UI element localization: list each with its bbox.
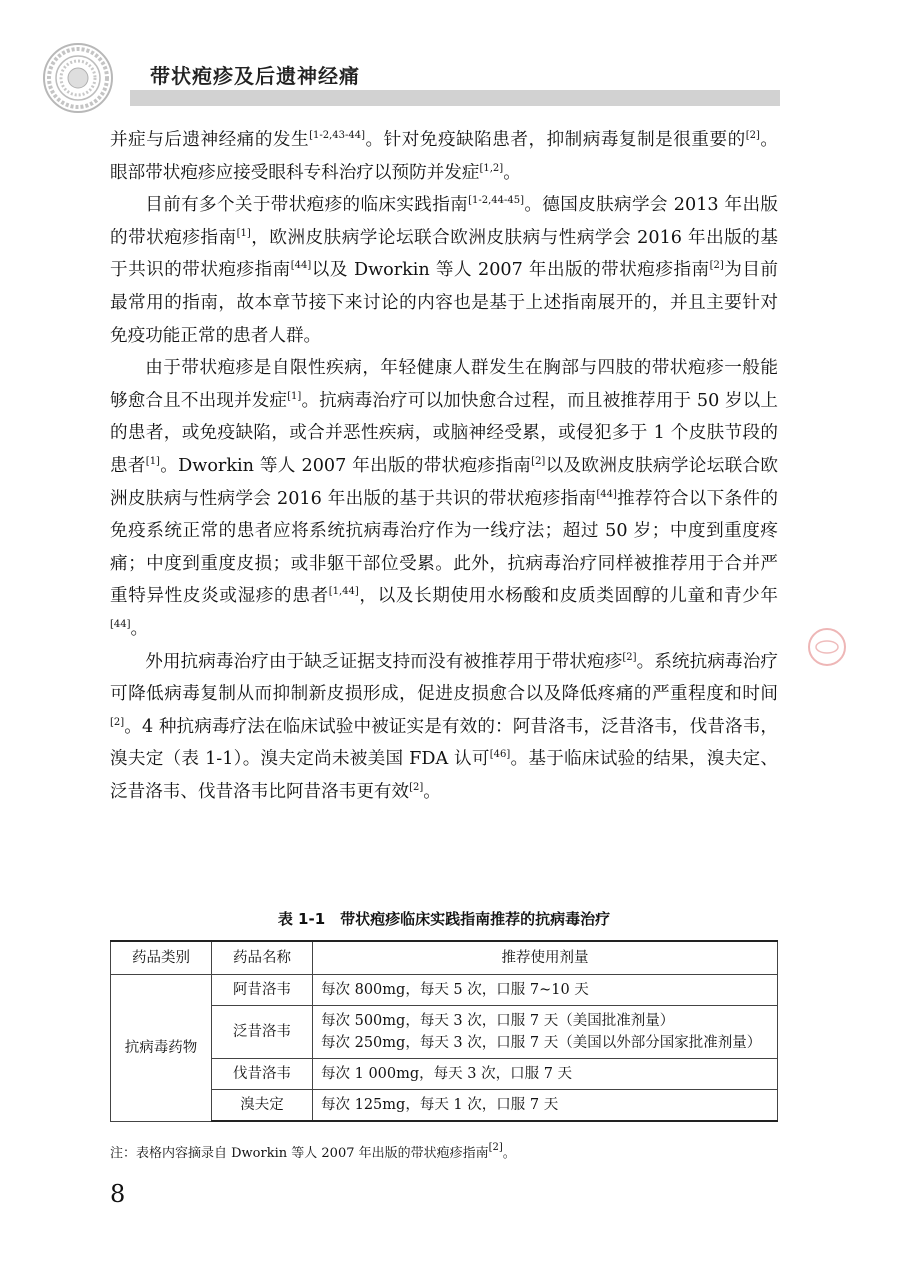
dose-cell — [313, 1006, 778, 1059]
paragraph-text: ，欧洲皮肤病学论坛联合欧洲皮肤病与性病学会 2016 年出版的基于共识的带状疱疹指南 — [110, 227, 778, 281]
citation-ref: [1-2,44-45] — [468, 195, 525, 207]
body-text — [110, 124, 778, 808]
dose-cell — [313, 975, 778, 1006]
category-cell: 抗病毒药物 — [111, 975, 212, 1122]
table-note-ref: [2] — [488, 1142, 503, 1153]
paragraph-text: 。系统抗病毒治疗可降低病毒复制从而抑制新皮损形成，促进皮损愈合以及降低疼痛的严重程度和时间 — [110, 651, 778, 705]
citation-ref: [1,44] — [328, 586, 359, 598]
header-dose: 推荐使用剂量 — [313, 941, 778, 975]
page-number: 8 — [110, 1180, 126, 1208]
paragraph-text: 外用抗病毒治疗由于缺乏证据支持而没有被推荐用于带状疱疹 — [145, 651, 623, 672]
paragraph-text: 推荐符合以下条件的免疫系统正常的患者应将系统抗病毒治疗作为一线疗法；超过 50 岁；中度到重度疼痛；中度到重度皮损；或非躯干部位受累。此外，抗病毒治疗同样被推荐用于合并严重特异性皮炎或湿疹的患者 — [110, 488, 778, 607]
citation-ref: [1] — [236, 227, 251, 239]
paragraph-text: 。 — [130, 618, 149, 639]
header-drug: 药品名称 — [212, 941, 313, 975]
paragraph-text: 并症与后遗神经痛的发生 — [110, 130, 310, 150]
drug-table — [110, 940, 778, 1122]
table-note-end: 。 — [502, 1146, 516, 1161]
citation-ref: [1-2,43-44] — [309, 130, 366, 141]
table-row — [111, 1090, 778, 1122]
table-header-row — [111, 941, 778, 975]
paragraph-text: 。基于临床试验的结果，溴夫定、泛昔洛韦、伐昔洛韦比阿昔洛韦更有效 — [110, 749, 778, 802]
paragraph-text: 。德国皮肤病学会 2013 年出版的带状疱疹指南 — [110, 195, 778, 248]
paragraph — [110, 646, 778, 809]
citation-ref: [1,2] — [479, 162, 504, 174]
dose-line: 每次 800mg，每天 5 次，口服 7~10 天 — [321, 982, 589, 998]
drug-name-cell: 伐昔洛韦 — [212, 1059, 313, 1090]
paragraph — [110, 189, 778, 352]
table-note-text: 注：表格内容摘录自 Dworkin 等人 2007 年出版的带状疱疹指南 — [110, 1146, 489, 1161]
paragraph-text: 由于带状疱疹是自限性疾病，年轻健康人群发生在胸部与四肢的带状疱疹一般能够愈合且不出现并发症 — [110, 358, 778, 411]
paragraph-text: 。 — [423, 781, 441, 802]
table-row — [111, 1059, 778, 1090]
table-row — [111, 1006, 778, 1059]
paragraph-text: 。眼部带状疱疹应接受眼科专科治疗以预防并发症 — [110, 130, 778, 183]
citation-ref: [46] — [489, 749, 511, 761]
citation-ref: [44] — [596, 488, 617, 500]
citation-ref: [2] — [409, 781, 424, 793]
citation-ref: [44] — [110, 618, 131, 630]
citation-ref: [2] — [622, 651, 637, 663]
paragraph-text: 。抗病毒治疗可以加快愈合过程，而且被推荐用于 50 岁以上的患者，或免疫缺陷，或合并恶性疾病，或脑神经受累，或侵犯多于 1 个皮肤节段的患者 — [110, 390, 778, 476]
dose-line: 每次 500mg，每天 3 次，口服 7 天（美国批准剂量） — [321, 1013, 675, 1029]
paragraph-text: 。针对免疫缺陷患者，抑制病毒复制是很重要的 — [365, 130, 746, 150]
dose-cell — [313, 1090, 778, 1122]
dose-cell — [313, 1059, 778, 1090]
table-caption: 表 1-1 带状疱疹临床实践指南推荐的抗病毒治疗 — [277, 910, 611, 928]
citation-ref: [44] — [290, 260, 312, 272]
paragraph — [110, 352, 778, 645]
running-header — [42, 42, 780, 126]
citation-ref: [1] — [145, 455, 160, 467]
ornamental-seal-icon — [42, 42, 114, 114]
paragraph-text: 。Dworkin 等人 2007 年出版的带状疱疹指南 — [159, 455, 532, 476]
dose-line: 每次 250mg，每天 3 次，口服 7 天（美国以外部分国家批准剂量） — [321, 1035, 762, 1051]
table-note — [110, 1142, 778, 1161]
table-row — [111, 975, 778, 1006]
drug-name-cell: 泛昔洛韦 — [212, 1006, 313, 1059]
citation-ref: [2] — [709, 260, 724, 272]
citation-ref: [2] — [531, 455, 546, 467]
paragraph-text: 。4 种抗病毒疗法在临床试验中被证实是有效的：阿昔洛韦，泛昔洛韦，伐昔洛韦，溴夫定（表 1-1）。溴夫定尚未被美国 FDA 认可 — [110, 716, 778, 770]
paragraph-text: 为目前最常用的指南，故本章节接下来讨论的内容也是基于上述指南展开的，并且主要针对免疫功能正常的患者人群。 — [110, 260, 778, 346]
drug-name-cell: 阿昔洛韦 — [212, 975, 313, 1006]
paragraph-text: 。 — [503, 162, 521, 183]
paragraph-text: ，以及长期使用水杨酸和皮质类固醇的儿童和青少年 — [358, 586, 778, 607]
paragraph-text: 目前有多个关于带状疱疹的临床实践指南 — [145, 195, 469, 216]
stamp-icon — [806, 626, 848, 668]
paragraph-text: 以及 Dworkin 等人 2007 年出版的带状疱疹指南 — [311, 260, 710, 281]
drug-name-cell: 溴夫定 — [212, 1090, 313, 1122]
header-category: 药品类别 — [111, 941, 212, 975]
dose-line: 每次 1 000mg，每天 3 次，口服 7 天 — [321, 1066, 573, 1082]
header-title: 带状疱疹及后遗神经痛 — [150, 64, 360, 88]
paragraph-text: 以及欧洲皮肤病学论坛联合欧洲皮肤病与性病学会 2016 年出版的基于共识的带状疱疹指南 — [110, 455, 778, 509]
citation-ref: [1] — [287, 390, 302, 402]
dose-line: 每次 125mg，每天 1 次，口服 7 天 — [321, 1097, 559, 1113]
paragraph — [110, 124, 778, 189]
citation-ref: [2] — [745, 130, 760, 141]
citation-ref: [2] — [110, 716, 125, 728]
header-bar — [130, 90, 780, 106]
